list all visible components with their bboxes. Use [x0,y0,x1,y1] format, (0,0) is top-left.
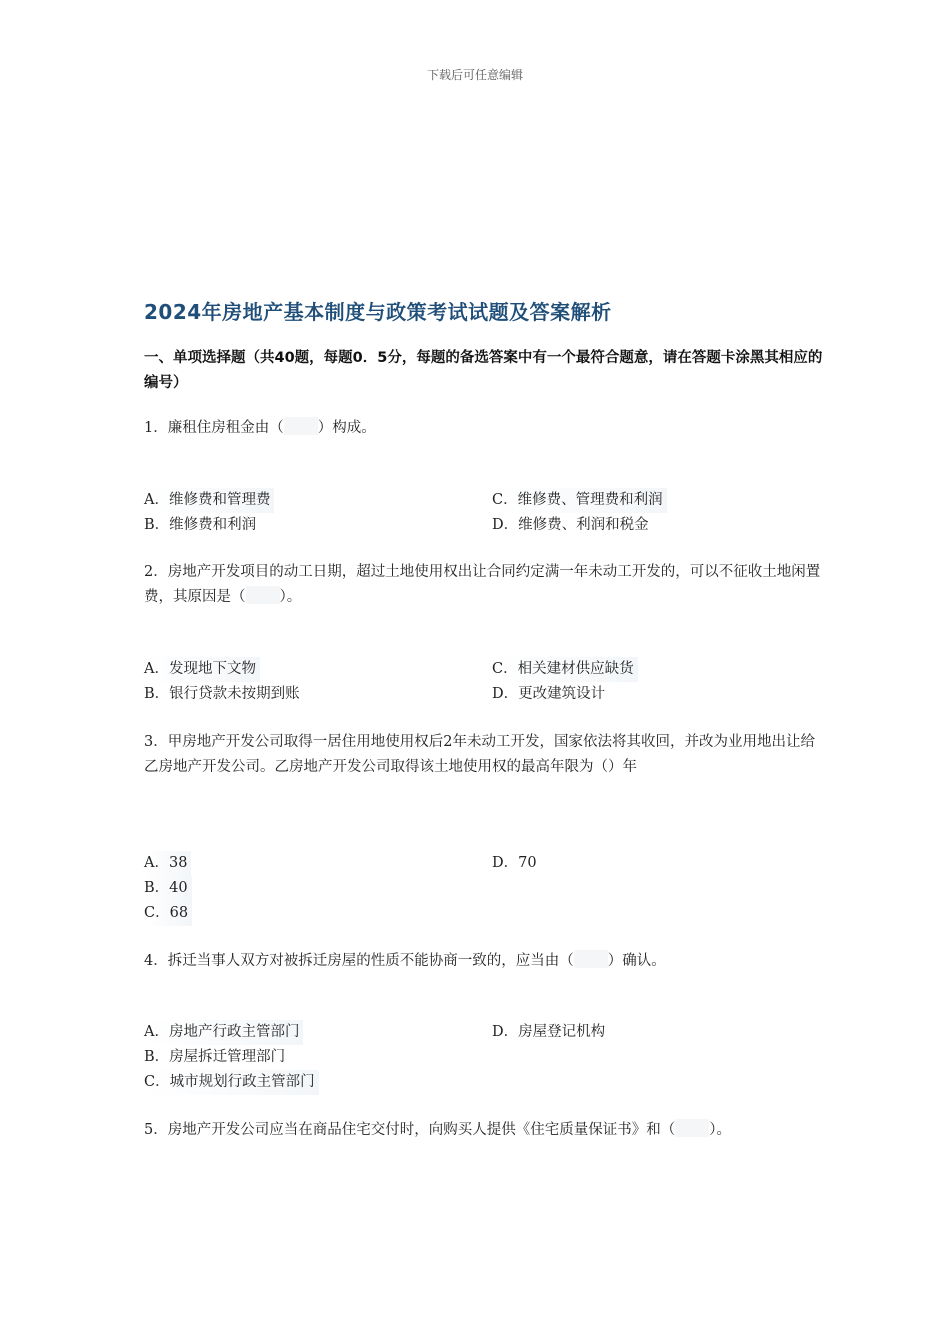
answer-blank [574,950,608,968]
q4-option-a: A．房地产行政主管部门 [144,1020,303,1045]
question-3 [144,730,824,780]
q4-option-c: C．城市规划行政主管部门 [144,1070,319,1095]
q1-option-d: D．维修费、利润和税金 [492,517,649,533]
question-1-stem-start: 1．廉租住房租金由（ [144,420,284,436]
section-heading: 一、单项选择题（共40题，每题0．5分，每题的备选答案中有一个最符合题意，请在答题卡涂黑其相应的编号） [144,350,823,391]
q3-option-b: B．40 [144,876,192,901]
answer-blank [284,417,318,435]
q2-option-b: B．银行贷款未按期到账 [144,686,300,702]
question-4-stem-start: 4．拆迁当事人双方对被拆迁房屋的性质不能协商一致的，应当由（ [144,953,574,969]
document-title: 2024年房地产基本制度与政策考试试题及答案解析 [144,300,612,324]
q2-option-c: C．相关建材供应缺货 [492,657,638,682]
header-note: 下载后可任意编辑 [426,68,523,82]
question-2-stem-end: ）。 [279,589,302,605]
question-3-stem-start: 3．甲房地产开发公司取得一居住用地使用权后2年未动工开发，国家依法将其收回，并改为业用地出让给乙房地产开发公司。乙房地产开发公司取得该土地使用权的最高年限为（ [144,734,815,775]
question-4 [144,949,824,974]
q4-option-b: B．房屋拆迁管理部门 [144,1049,286,1065]
q4-option-d: D．房屋登记机构 [492,1024,606,1040]
question-2 [144,560,824,610]
q1-option-c: C．维修费、管理费和利润 [492,488,667,513]
q2-option-d: D．更改建筑设计 [492,686,606,702]
q3-option-c: C．68 [144,901,192,926]
q2-option-a: A．发现地下文物 [144,657,260,682]
question-5-stem-end: ）。 [709,1122,731,1138]
q1-option-b: B．维修费和利润 [144,517,257,533]
question-5 [144,1118,844,1143]
answer-blank [246,586,280,604]
question-4-stem-end: ）确认。 [607,953,666,969]
question-3-stem-end: ）年 [608,759,637,775]
q3-option-d: D．70 [492,855,537,871]
q3-option-a: A．38 [144,851,191,876]
question-5-stem-start: 5．房地产开发公司应当在商品住宅交付时，向购买人提供《住宅质量保证书》和（ [144,1122,676,1138]
question-1-stem-end: ）构成。 [317,420,376,436]
answer-blank [675,1119,709,1137]
question-2-stem-start: 2．房地产开发项目的动工日期，超过土地使用权出让合同约定满一年未动工开发的，可以不征收土地闲置费，其原因是（ [144,564,821,605]
question-1 [144,416,824,441]
q1-option-a: A．维修费和管理费 [144,488,274,513]
